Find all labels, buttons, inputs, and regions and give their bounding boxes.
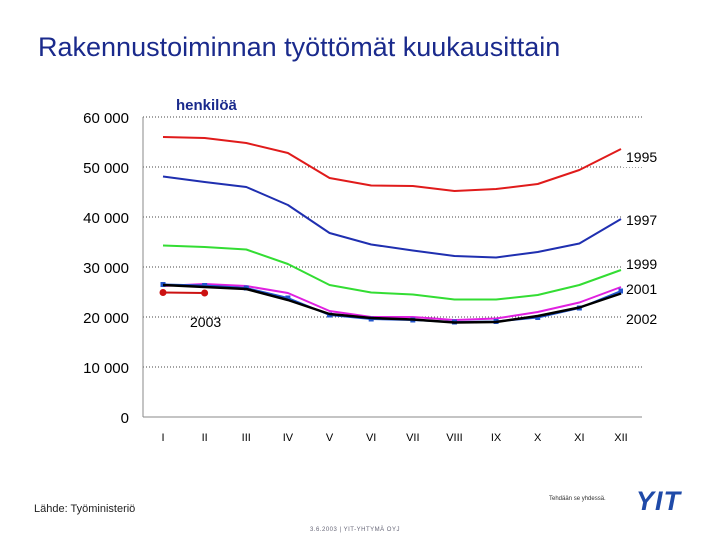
x-tick-label: VII [406, 432, 420, 444]
y-tick-label: 10 000 [83, 360, 129, 377]
x-tick-label: VI [365, 432, 377, 444]
source-note: Lähde: Työministeriö [34, 503, 136, 515]
x-tick-label: IV [282, 432, 294, 444]
y-tick-label: 40 000 [83, 210, 129, 227]
series-label: 2002 [626, 311, 658, 327]
x-tick-label: X [534, 432, 542, 444]
series-label: 1995 [626, 149, 658, 165]
yit-logo: YIT [636, 486, 682, 516]
series-line [163, 293, 205, 294]
y-tick-label: 0 [120, 410, 129, 427]
data-point [619, 289, 624, 294]
series-line [163, 246, 621, 300]
series-label: 1997 [626, 212, 658, 228]
series-label: 1999 [626, 256, 658, 272]
tagline: Tehdään se yhdessä. [549, 496, 606, 502]
x-tick-label: I [161, 432, 165, 444]
y-tick-label: 60 000 [83, 110, 129, 127]
series-line [163, 137, 621, 191]
x-tick-label: V [325, 432, 334, 444]
x-tick-label: XI [574, 432, 585, 444]
footer-text: 3.6.2003 | YIT-YHTYMÄ OYJ [310, 527, 400, 533]
data-point [201, 290, 208, 297]
x-tick-label: VIII [446, 432, 463, 444]
x-tick-label: IX [490, 432, 502, 444]
x-tick-label: II [201, 432, 208, 444]
series-label: 2001 [626, 281, 658, 297]
series-label: 2003 [190, 314, 222, 330]
page-title: Rakennustoiminnan työttömät kuukausittain [38, 32, 561, 62]
x-tick-label: III [241, 432, 251, 444]
data-point [160, 289, 167, 296]
y-axis-label: henkilöä [176, 97, 237, 114]
y-tick-label: 30 000 [83, 260, 129, 277]
y-tick-label: 20 000 [83, 310, 129, 327]
x-tick-label: XII [614, 432, 628, 444]
y-tick-label: 50 000 [83, 160, 129, 177]
